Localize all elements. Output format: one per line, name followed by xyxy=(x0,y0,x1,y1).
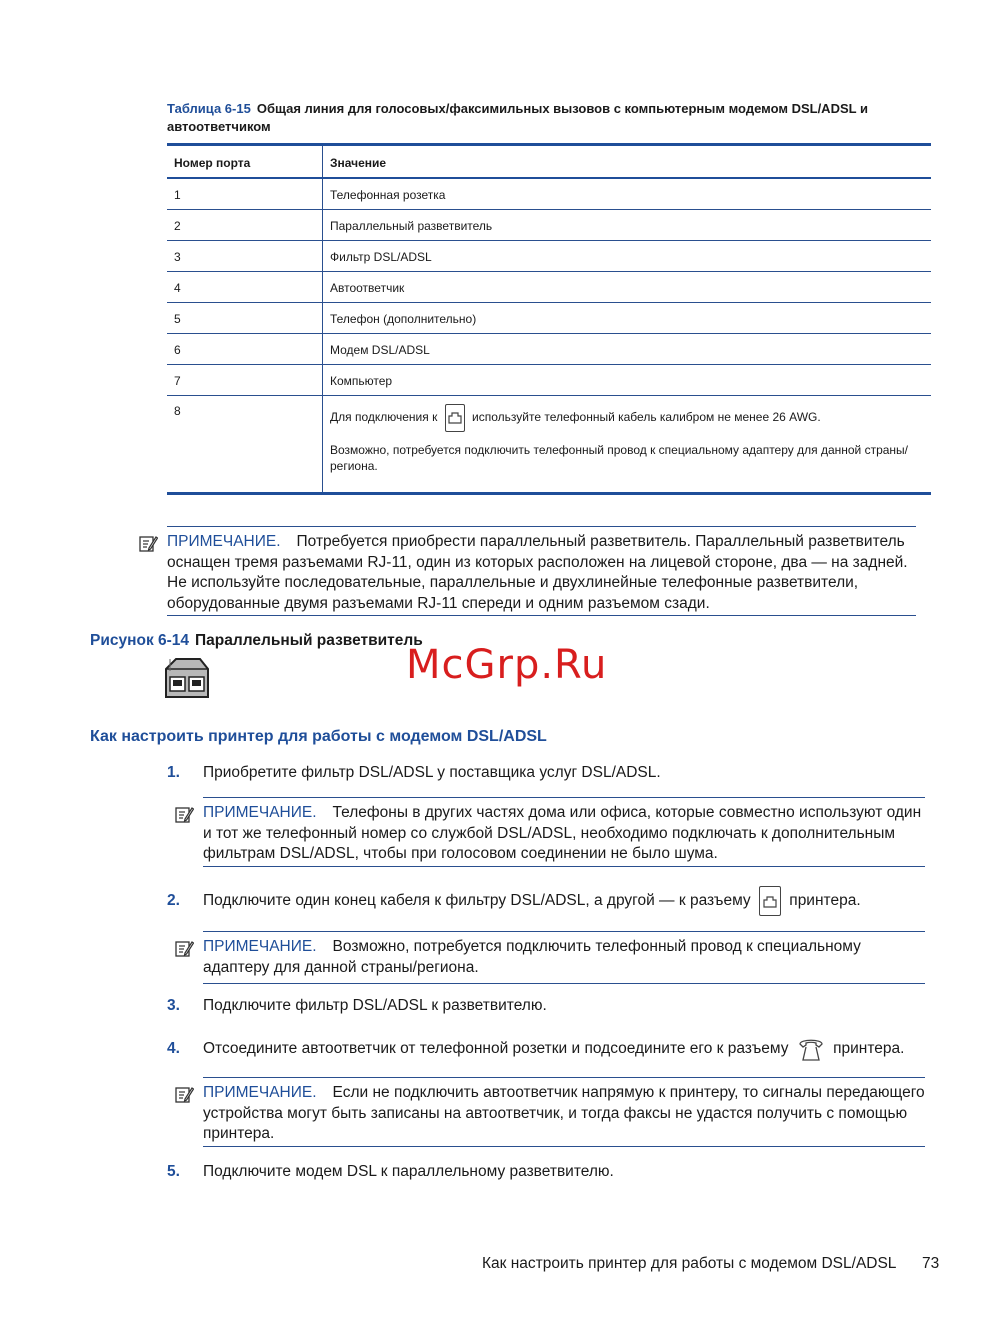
step-number: 4. xyxy=(167,1040,180,1058)
step-3 xyxy=(167,996,547,1016)
watermark: McGrp.Ru xyxy=(406,642,608,688)
cell-port: 1 xyxy=(167,179,323,209)
cell-value: Телефон (дополнительно) xyxy=(330,312,477,326)
step-1 xyxy=(167,763,661,783)
cell-value: Модем DSL/ADSL xyxy=(330,343,430,357)
note-label: ПРИМЕЧАНИЕ. xyxy=(203,938,317,955)
note-label: ПРИМЕЧАНИЕ. xyxy=(167,533,281,550)
figure-caption xyxy=(90,632,423,650)
row8-before: Для подключения к xyxy=(330,410,438,424)
phone-port-icon xyxy=(797,1036,825,1062)
note-text: Телефоны в других частях дома или офиса, которые совместно используют один и тот же телефонный номер со службой DSL/ADSL, необходимо подключать к дополнительным фильтрам DSL/ADSL, чтобы при голосовом соединении не было шума. xyxy=(203,804,922,862)
note-icon xyxy=(138,534,158,554)
step-number: 5. xyxy=(167,1163,180,1180)
cell-port: 6 xyxy=(167,334,323,364)
note-icon xyxy=(174,805,194,825)
table-row xyxy=(167,334,931,365)
step-text-before: Отсоедините автоответчик от телефонной розетки и подсоедините его к разъему xyxy=(203,1040,789,1058)
table-row xyxy=(167,179,931,210)
table-caption xyxy=(167,100,927,136)
cell-value: Фильтр DSL/ADSL xyxy=(330,250,432,264)
cell-port: 2 xyxy=(167,210,323,240)
parallel-splitter-image xyxy=(162,655,210,701)
step-text-after: принтера. xyxy=(833,1040,905,1058)
note-splitter xyxy=(167,526,916,616)
note-icon xyxy=(174,1085,194,1105)
note-text: Потребуется приобрести параллельный разветвитель. Параллельный разветвитель оснащен тремя разъемами RJ-11, один из которых расположен на лицевой стороне, два — на задней. Не используйте последовательные, параллельные и двухлинейные телефонные разветвители, оборудованные двумя разъемами RJ-11 спереди и одним разъемом сзади. xyxy=(167,533,908,612)
note-answering-machine xyxy=(203,1077,925,1147)
note-icon xyxy=(174,939,194,959)
table-row xyxy=(167,365,931,396)
footer-title: Как настроить принтер для работы с модемом DSL/ADSL xyxy=(482,1255,897,1272)
table-row xyxy=(167,396,931,492)
table-row xyxy=(167,210,931,241)
cell-value: Компьютер xyxy=(330,374,393,388)
step-text-before: Подключите один конец кабеля к фильтру DSL/ADSL, а другой — к разъему xyxy=(203,892,751,910)
step-text-after: принтера. xyxy=(789,892,861,910)
step-2 xyxy=(167,886,861,916)
cell-value: Автоответчик xyxy=(330,281,405,295)
note-label: ПРИМЕЧАНИЕ. xyxy=(203,804,317,821)
cell-value: Параллельный разветвитель xyxy=(330,219,493,233)
cell-port: 7 xyxy=(167,365,323,395)
cell-port: 3 xyxy=(167,241,323,271)
step-number: 1. xyxy=(167,764,180,781)
header-port: Номер порта xyxy=(167,146,323,177)
step-text: Приобретите фильтр DSL/ADSL у поставщика услуг DSL/ADSL. xyxy=(203,764,661,781)
phone-port-icon xyxy=(445,404,465,432)
step-number: 3. xyxy=(167,997,180,1014)
table-row xyxy=(167,241,931,272)
cell-port: 4 xyxy=(167,272,323,302)
note-adapter xyxy=(203,931,925,984)
step-5 xyxy=(167,1162,614,1182)
step-number: 2. xyxy=(167,892,180,910)
cell-port: 5 xyxy=(167,303,323,333)
table-caption-text: Общая линия для голосовых/факсимильных вызовов с компьютерным модемом DSL/ADSL и автоответчиком xyxy=(167,101,868,134)
note-text: Если не подключить автоответчик напрямую к принтеру, то сигналы передающего устройства могут быть записаны на автоответчик, и тогда факсы не удастся получить с помощью принтера. xyxy=(203,1084,925,1142)
note-dsl-filters xyxy=(203,797,925,867)
table-header-row xyxy=(167,146,931,179)
port-table xyxy=(167,143,931,495)
phone-line-port-icon xyxy=(759,886,781,916)
page-number: 73 xyxy=(922,1255,940,1272)
section-title: Как настроить принтер для работы с модемом DSL/ADSL xyxy=(90,728,547,745)
cell-value xyxy=(323,396,931,492)
cell-port: 8 xyxy=(167,396,323,492)
cell-value: Телефонная розетка xyxy=(330,188,446,202)
table-caption-number: Таблица 6-15 xyxy=(167,101,251,116)
table-row xyxy=(167,303,931,334)
note-label: ПРИМЕЧАНИЕ. xyxy=(203,1084,317,1101)
figure-number: Рисунок 6-14 xyxy=(90,632,190,649)
row8-second: Возможно, потребуется подключить телефонный провод к специальному адаптеру для данной страны/региона. xyxy=(330,442,909,473)
table-row xyxy=(167,272,931,303)
step-text: Подключите модем DSL к параллельному разветвителю. xyxy=(203,1163,614,1180)
step-text: Подключите фильтр DSL/ADSL к разветвителю. xyxy=(203,997,547,1014)
step-4 xyxy=(167,1036,904,1062)
figure-text: Параллельный разветвитель xyxy=(195,632,423,649)
note-text: Возможно, потребуется подключить телефонный провод к специальному адаптеру для данной страны/региона. xyxy=(203,938,861,976)
header-value: Значение xyxy=(330,156,387,170)
row8-after: используйте телефонный кабель калибром не менее 26 AWG. xyxy=(472,410,821,424)
